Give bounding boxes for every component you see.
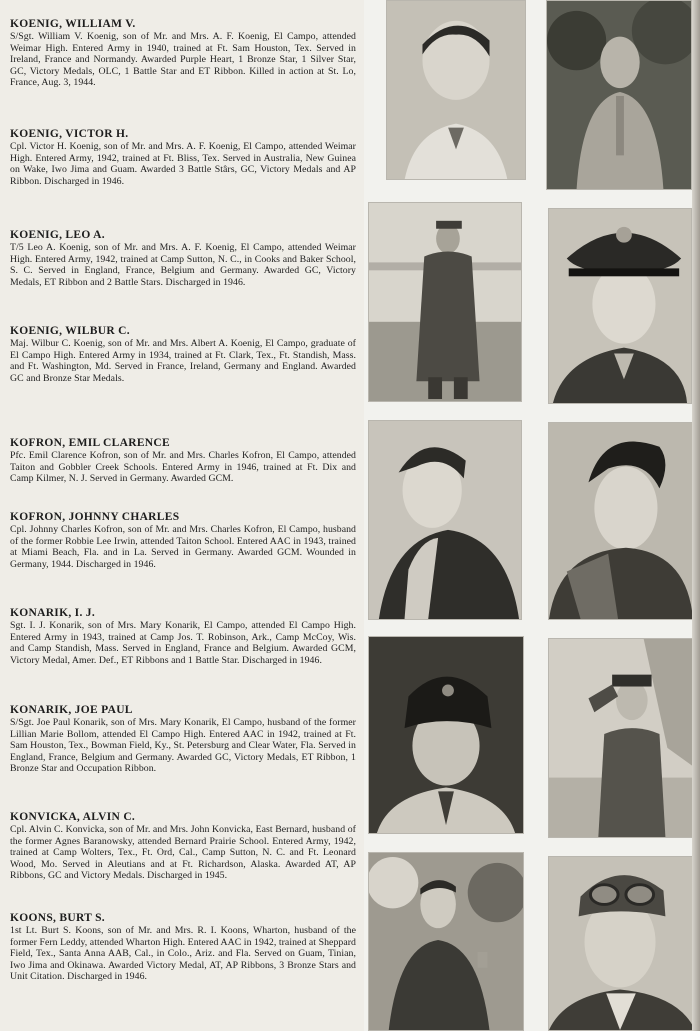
entry-konvicka-alvin <box>10 811 356 882</box>
portrait-photo <box>546 0 692 190</box>
entry-name: KONVICKA, ALVIN C. <box>10 811 136 823</box>
entry-konarik-ij <box>10 607 356 666</box>
entry-koons-burt <box>10 912 356 983</box>
entry-body: S/Sgt. Joe Paul Konarik, son of Mrs. Mary Konarik, El Campo, husband of the former Lillian Marie Bollom, attended El Campo High. Entered AAC in 1942, trained at Ft. Sam Houston, Tex., Bowman Field, Ky., St. Petersburg and Clear Water, Fla. Served in England, France, Belgium and Germany. Awarded GC, Victory Medals, ET Ribbon, 1 Bronze Star and Occupation Ribbon. <box>10 717 356 775</box>
entry-body: Pfc. Emil Clarence Kofron, son of Mr. and Mrs. Charles Kofron, El Campo, attended Taiton and Gobbler Creek Schools. Entered Army in 1946, trained at Ft. Dix and Camp Kilmer, N. J. Served in Germany. Awarded GCM. <box>10 450 356 485</box>
entry-name: KONARIK, JOE PAUL <box>10 704 133 716</box>
entry-body: Maj. Wilbur C. Koenig, son of Mr. and Mrs. Albert A. Koenig, El Campo, graduate of El Campo High. Entered Army in 1934, trained at Ft. Clark, Tex., Ft. Standish, Mass. and Ft. Washington, Md. Served in France, Ireland, Germany and England. Awarded GC and Bronze Star Medals. <box>10 338 356 384</box>
portrait-photo <box>548 856 696 1031</box>
entry-name: KOFRON, JOHNNY CHARLES <box>10 511 180 523</box>
portrait-photo <box>368 852 524 1031</box>
entry-name: KOENIG, WILLIAM V. <box>10 18 136 30</box>
portrait-photo <box>548 638 696 838</box>
portrait-photo <box>548 422 694 620</box>
entry-body: 1st Lt. Burt S. Koons, son of Mr. and Mrs. R. I. Koons, Wharton, husband of the former Fern Leddy, attended Wharton High. Entered AAC in 1942, trained at Sheppard Field, Tex., Santa Anna AAB, Cal., in Colo., Ariz. and Fla. Served on Guam, Tinian, Iwo Jima and Okinawa. Awarded Victory Medal, AT, AP Ribbons, 3 Bronze Stars and Unit Citation. Discharged in 1946. <box>10 925 356 983</box>
entry-kofron-emil <box>10 437 356 485</box>
portrait-photo <box>368 636 524 834</box>
entry-body: T/5 Leo A. Koenig, son of Mr. and Mrs. A. F. Koenig, El Campo, attended Weimar High. Entered Army, 1942, trained at Camp Sutton, N. C., in Cooks and Baker School, S. C. Served in England, France, Belgium and Germany. Awarded GC, Victory Medals, ET Ribbon and 2 Battle Stars. Discharged in 1946. <box>10 242 356 288</box>
entry-name: KOENIG, VICTOR H. <box>10 128 129 140</box>
entry-kofron-johnny <box>10 511 356 570</box>
entry-name: KOENIG, WILBUR C. <box>10 325 130 337</box>
photo-column <box>364 0 700 1031</box>
entry-body: S/Sgt. William V. Koenig, son of Mr. and Mrs. A. F. Koenig, El Campo, attended Weimar High. Entered Army in 1940, trained at Ft. Sam Houston, Tex. Served in Ireland, France and Normandy. Awarded Purple Heart, 1 Bronze Star, 1 Silver Star, GC, Victory Medals, OLC, 1 Battle Star and ET Ribbon. Killed in action at St. Lo, France, Aug. 3, 1944. <box>10 31 356 89</box>
entry-name: KOFRON, EMIL CLARENCE <box>10 437 170 449</box>
entry-konarik-joe <box>10 704 356 775</box>
portrait-photo <box>368 202 522 402</box>
entry-body: Sgt. I. J. Konarik, son of Mrs. Mary Konarik, El Campo, attended El Campo High. Entered Army in 1943, trained at Camp Jos. T. Robinson, Ark., Camp McCoy, Wis. and Camp Standish, Mass. Served in England, France and Belgium. Awarded GCM, Victory Medal, Amer. Def., ET Ribbons and 1 Battle Star. Discharged in 1946. <box>10 620 356 666</box>
entry-koenig-leo <box>10 229 356 288</box>
portrait-photo <box>368 420 522 620</box>
entry-koenig-william <box>10 18 356 89</box>
entry-koenig-victor <box>10 128 356 187</box>
entry-name: KONARIK, I. J. <box>10 607 96 619</box>
book-binding-edge <box>692 0 700 1031</box>
entry-name: KOONS, BURT S. <box>10 912 105 924</box>
entry-koenig-wilbur <box>10 325 356 384</box>
entry-name: KOENIG, LEO A. <box>10 229 105 241</box>
entry-body: Cpl. Johnny Charles Kofron, son of Mr. and Mrs. Charles Kofron, El Campo, husband of the former Robbie Lee Irwin, attended Taiton School. Entered AAC in 1943, trained at Miami Beach, Fla. and in La. Served in Germany. Awarded GCM. Wounded in Germany, 1944. Discharged in 1946. <box>10 524 356 570</box>
portrait-photo <box>386 0 526 180</box>
entry-body: Cpl. Alvin C. Konvicka, son of Mr. and Mrs. John Konvicka, East Bernard, husband of the former Agnes Baranowsky, attended Bernard Prairie School. Entered Army, 1942, trained at Camp Wolters, Tex., Ft. Ord, Cal., Camp Sutton, N. C. and Ft. Leonard Wood, Mo. Served in Aleutians and at Ft. Richardson, Alaska. Awarded AT, AP Ribbons, GC and Victory Medals. Discharged in 1945. <box>10 824 356 882</box>
entry-body: Cpl. Victor H. Koenig, son of Mr. and Mrs. A. F. Koenig, El Campo, attended Weimar High. Entered Army, 1942, trained at Ft. Bliss, Tex. Served in Australia, New Guinea on Wake, Iwo Jima and Guam. Awarded 3 Battle Stârs, GC, Victory Medals and AP Ribbon. Discharged in 1946. <box>10 141 356 187</box>
portrait-photo <box>548 208 692 404</box>
